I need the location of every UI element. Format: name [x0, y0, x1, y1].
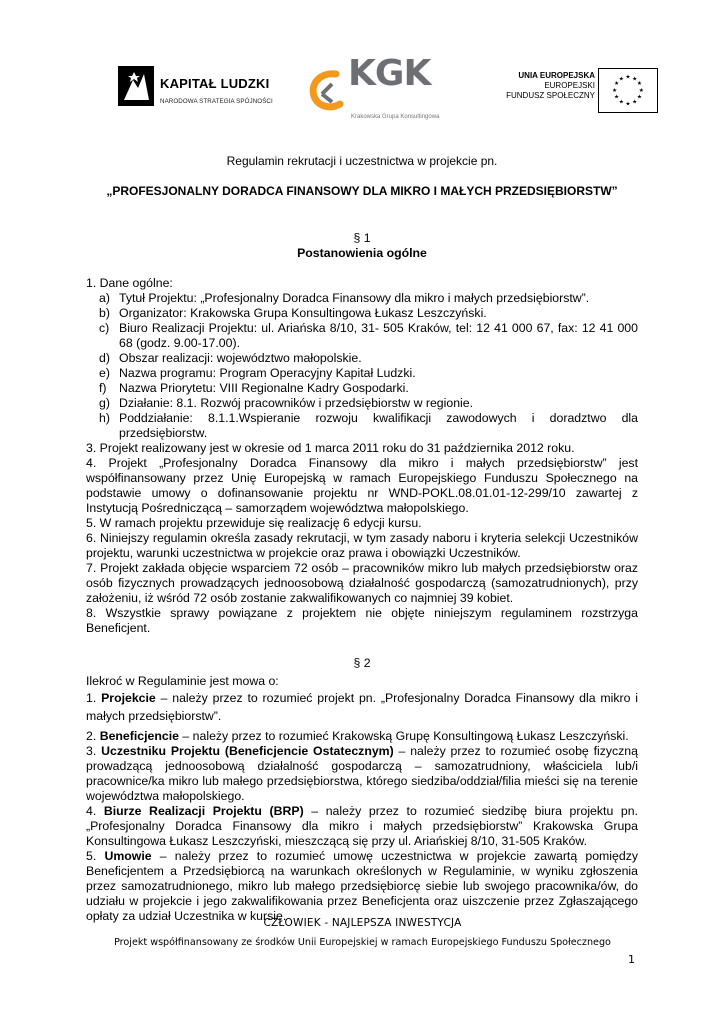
general-data-heading: 1. Dane ogólne:: [86, 276, 173, 290]
definition-text: – należy przez to rozumieć Krakowską Grupę Konsultingową Łukasz Leszczyński.: [178, 729, 629, 743]
list-item-label: e): [99, 366, 110, 380]
list-item-label: d): [99, 351, 110, 365]
paragraph-5: 5. W ramach projektu przewiduje się realizację 6 edycji kursu.: [86, 516, 422, 530]
general-data-item: [86, 396, 638, 411]
section-1-mark: § 1: [353, 231, 371, 245]
page-header: [0, 53, 725, 122]
eu-line-1: UNIA EUROPEJSKA: [518, 71, 595, 80]
list-item-label: a): [99, 291, 110, 305]
definition-term: Projekcie: [101, 691, 156, 705]
svg-text:★: ★: [613, 94, 620, 101]
kgk-swirl-icon: [306, 68, 350, 114]
list-item-text: Poddziałanie: 8.1.1.Wspieranie rozwoju kwalifikacji zawodowych i doradztwo dla przedsiębiorstw.: [119, 411, 638, 440]
eu-line-3: FUNDUSZ SPOŁECZNY: [506, 91, 595, 100]
page-footer: [0, 916, 725, 950]
svg-text:★: ★: [625, 101, 631, 108]
list-item-text: Tytuł Projektu: „Profesjonalny Doradca Finansowy dla mikro i małych przedsiębiorstw”.: [119, 291, 590, 305]
list-item-text: Organizator: Krakowska Grupa Konsultingowa Łukasz Leszczyński.: [119, 306, 487, 320]
definition-term: Umowie: [104, 849, 152, 863]
definition-item: [86, 849, 638, 924]
paragraph-7: 7. Projekt zakłada objęcie wsparciem 72 osób – pracowników mikro lub małych przedsiębiorstw oraz osób fizycznych prowadzących jednoosobową działalność gospodarczą (samozatrudnionych), przy założeniu, iż wśród 72 osób zostanie zakwalifikowanych co najmniej 39 kobiet.: [86, 561, 638, 605]
svg-text:★: ★: [636, 94, 643, 101]
kgk-logo: [306, 53, 466, 122]
svg-text:★: ★: [632, 99, 638, 106]
general-data-list: [86, 291, 638, 441]
footer-slogan: CZŁOWIEK - NAJLEPSZA INWESTYCJA: [263, 917, 462, 929]
definition-item: [86, 689, 638, 725]
project-title: „PROFESJONALNY DORADCA FINANSOWY DLA MIKRO I MAŁYCH PRZEDSIĘBIORSTW”: [106, 184, 618, 198]
kapital-ludzki-logo: [118, 66, 278, 112]
definition-term: Biurze Realizacji Projektu (BRP): [103, 804, 304, 818]
svg-text:★: ★: [618, 76, 624, 83]
list-item-text: Biuro Realizacji Projektu: ul. Ariańska 8/10, 31- 505 Kraków, tel: 12 41 000 67, fax: 12 41 000 68 (godz. 9.00-17.00).: [119, 321, 638, 350]
section-1-title: Postanowienia ogólne: [297, 246, 427, 260]
svg-text:★: ★: [625, 74, 631, 81]
svg-text:★: ★: [613, 81, 620, 88]
footer-funding-note: Projekt współfinansowany ze środków Unii Europejskiej w ramach Europejskiego Funduszu Społecznego: [114, 937, 611, 948]
kgk-subtitle: Krakowska Grupa Konsultingowa: [351, 114, 440, 120]
eu-flag-icon: [598, 68, 658, 113]
paragraph-4: 4. Projekt „Profesjonalny Doradca Finansowy dla mikro i małych przedsiębiorstw” jest współfinansowany przez Unię Europejską w ramach Europejskiego Funduszu Społecznego na podstawie umowy o dofinansowanie projektu nr WND-POKL.08.01.01-12-299/10 zawartej z Instytucją Pośredniczącą – samorządem województwa małopolskiego.: [86, 456, 638, 515]
definition-text: – należy przez to rozumieć projekt pn. „Profesjonalny Doradca Finansowy dla mikro i małych przedsiębiorstw”.: [86, 691, 638, 723]
page-number: 1: [628, 953, 635, 966]
definition-number: 5.: [86, 849, 97, 863]
list-item-label: g): [99, 396, 110, 410]
regulation-title: Regulamin rekrutacji i uczestnictwa w projekcie pn.: [226, 154, 498, 168]
definitions-list: [86, 689, 638, 924]
definition-number: 1.: [86, 691, 97, 705]
definition-term: Beneficjencie: [99, 729, 179, 743]
definition-item: [86, 744, 638, 804]
paragraph-6: 6. Niniejszy regulamin określa zasady rekrutacji, w tym zasady naboru i kryteria selekcji Uczestników projektu, warunki uczestnictwa w projekcie oraz prawa i obowiązki Uczestników.: [86, 531, 638, 560]
list-item-text: Nazwa Priorytetu: VIII Regionalne Kadry Gospodarki.: [119, 381, 409, 395]
definition-text: – należy przez to rozumieć siedzibę biura projektu pn. „Profesjonalny Doradca Finansowy dla mikro i małych przedsiębiorstw” Krakowska Grupa Konsultingowa Łukasz Leszczyński, mieszczącą się przy ul. Ariańskiej 8/10, 31-505 Kraków.: [86, 804, 638, 848]
general-data-item: [86, 321, 638, 351]
definition-text: – należy przez to rozumieć umowę uczestnictwa w projekcie zawartą pomiędzy Beneficjentem a Przedsiębiorcą na warunkach określonych w Regulaminie, w wyniku zgłoszenia przez samozatrudnionego, mikro lub małego przedsiębiorcę siebie lub swojego pracownika/ów, do udziału w projekcie i jego zakwalifikowania przez Beneficjenta oraz uiszczenie przez Zgłaszającego opłaty za udział Uczestnika w kursie.: [86, 849, 638, 923]
list-item-label: h): [99, 411, 110, 425]
definition-number: 4.: [86, 804, 97, 818]
section-2-intro: Ilekroć w Regulaminie jest mowa o:: [86, 674, 279, 688]
definition-term: Uczestniku Projektu (Beneficjencie Ostatecznym): [101, 744, 394, 758]
list-item-text: Działanie: 8.1. Rozwój pracowników i przedsiębiorstw w regionie.: [119, 396, 474, 410]
section-2-mark: § 2: [353, 656, 371, 670]
general-data-item: [86, 291, 638, 306]
list-item-label: c): [99, 321, 110, 335]
svg-text:★: ★: [612, 87, 618, 94]
general-data-item: [86, 381, 638, 396]
definition-item: [86, 804, 638, 849]
list-item-text: Nazwa programu: Program Operacyjny Kapitał Ludzki.: [119, 366, 416, 380]
paragraph-8: 8. Wszystkie sprawy powiązane z projektem nie objęte niniejszym regulaminem rozstrzyga Beneficjent.: [86, 606, 638, 635]
list-item-label: f): [99, 381, 107, 395]
general-data-item: [86, 411, 638, 441]
eu-text-block: [505, 71, 595, 101]
list-item-label: b): [99, 306, 110, 320]
definition-item: [86, 729, 638, 744]
document-body: [86, 154, 638, 924]
general-data-item: [86, 306, 638, 321]
definition-number: 2.: [86, 729, 97, 743]
eu-line-2: EUROPEJSKI: [544, 81, 595, 90]
paragraph-3: 3. Projekt realizowany jest w okresie od 1 marca 2011 roku do 31 października 2012 roku.: [86, 441, 575, 455]
svg-text:★: ★: [636, 81, 643, 88]
general-data-item: [86, 351, 638, 366]
svg-text:★: ★: [632, 76, 638, 83]
definition-number: 3.: [86, 744, 97, 758]
general-data-item: [86, 366, 638, 381]
definition-text: – należy przez to rozumieć osobę fizyczną prowadzącą jednoosobową działalność gospodarczą – samozatrudniony, właściciela lub/i pracownice/ka mikro lub małego przedsiębiorstwa, którego siedziba/oddział/filia mieści się na terenie województwa małopolskiego.: [86, 744, 638, 803]
kapital-ludzki-title: KAPITAŁ LUDZKI: [160, 76, 270, 91]
list-item-text: Obszar realizacji: województwo małopolskie.: [119, 351, 362, 365]
svg-text:★: ★: [618, 99, 624, 106]
svg-text:★: ★: [638, 87, 644, 94]
kapital-ludzki-subtitle: NARODOWA STRATEGIA SPÓJNOŚCI: [160, 98, 273, 105]
kapital-ludzki-mark-icon: [118, 66, 154, 106]
kgk-wordmark: KGK: [348, 53, 431, 94]
